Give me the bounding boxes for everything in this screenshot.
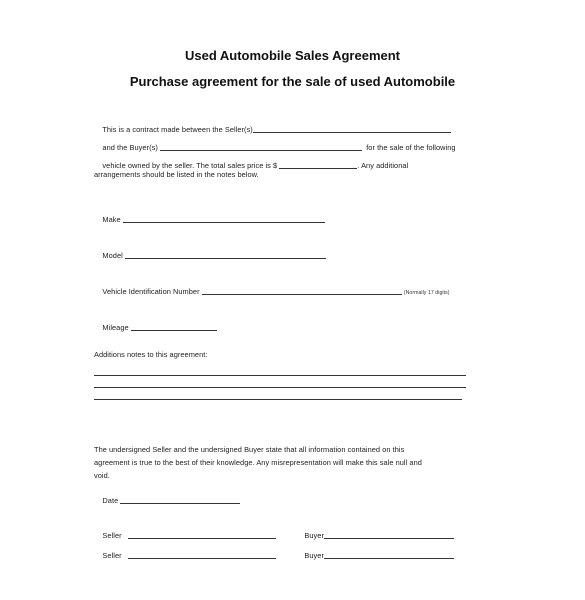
- sales-price-field[interactable]: [279, 161, 357, 169]
- notes-line-1[interactable]: [94, 375, 466, 376]
- buyer-label-2: Buyer: [304, 551, 324, 560]
- contract-additional-text: . Any additional: [357, 161, 409, 170]
- buyer-signature-field-2[interactable]: [324, 551, 454, 559]
- seller-signature-field-2[interactable]: [128, 551, 276, 559]
- make-label: Make: [102, 215, 121, 224]
- vin-field[interactable]: [202, 287, 402, 295]
- notes-line-3[interactable]: [94, 399, 462, 400]
- statement-line-2: agreement is true to the best of their knowledge. Any misrepresentation will make this sale null and: [94, 458, 422, 467]
- contract-buyer-label: and the Buyer(s): [102, 143, 158, 152]
- contract-seller-label: This is a contract made between the Seller(s): [102, 125, 253, 134]
- vin-label: Vehicle Identification Number: [102, 287, 200, 296]
- make-row: [94, 206, 325, 233]
- seller-signature-field[interactable]: [128, 531, 276, 539]
- contract-sale-text: for the sale of the following: [366, 143, 456, 152]
- document-title: Used Automobile Sales Agreement: [184, 48, 401, 63]
- statement-line-3: void.: [94, 471, 110, 480]
- seller-name-field[interactable]: [253, 125, 451, 133]
- vin-note: (Normally 17 digits): [403, 290, 450, 296]
- notes-line-2[interactable]: [94, 387, 466, 388]
- buyer-name-field[interactable]: [160, 143, 362, 151]
- buyer-signature-field[interactable]: [324, 531, 454, 539]
- mileage-field[interactable]: [131, 323, 217, 331]
- date-label: Date: [102, 496, 119, 505]
- make-field[interactable]: [123, 215, 325, 223]
- model-row: [94, 242, 326, 269]
- notes-label: Additions notes to this agreement:: [94, 350, 208, 359]
- mileage-label: Mileage: [102, 323, 129, 332]
- seller-label-2: Seller: [102, 551, 122, 560]
- contract-line-4: arrangements should be listed in the notes below.: [94, 170, 259, 179]
- seller-signature-row-2: [94, 542, 276, 569]
- model-label: Model: [102, 251, 123, 260]
- seller-label: Seller: [102, 531, 122, 540]
- statement-line-1: The undersigned Seller and the undersigned Buyer state that all information contained on this: [94, 445, 405, 454]
- date-row: [94, 487, 240, 514]
- mileage-row: [94, 314, 217, 341]
- document-subtitle: Purchase agreement for the sale of used Automobile: [129, 74, 456, 89]
- date-field[interactable]: [120, 496, 240, 504]
- contract-price-label: vehicle owned by the seller. The total sales price is $: [102, 161, 278, 170]
- buyer-signature-row-2: [296, 542, 454, 569]
- model-field[interactable]: [125, 251, 326, 259]
- buyer-label: Buyer: [304, 531, 324, 540]
- vin-row: [94, 278, 450, 305]
